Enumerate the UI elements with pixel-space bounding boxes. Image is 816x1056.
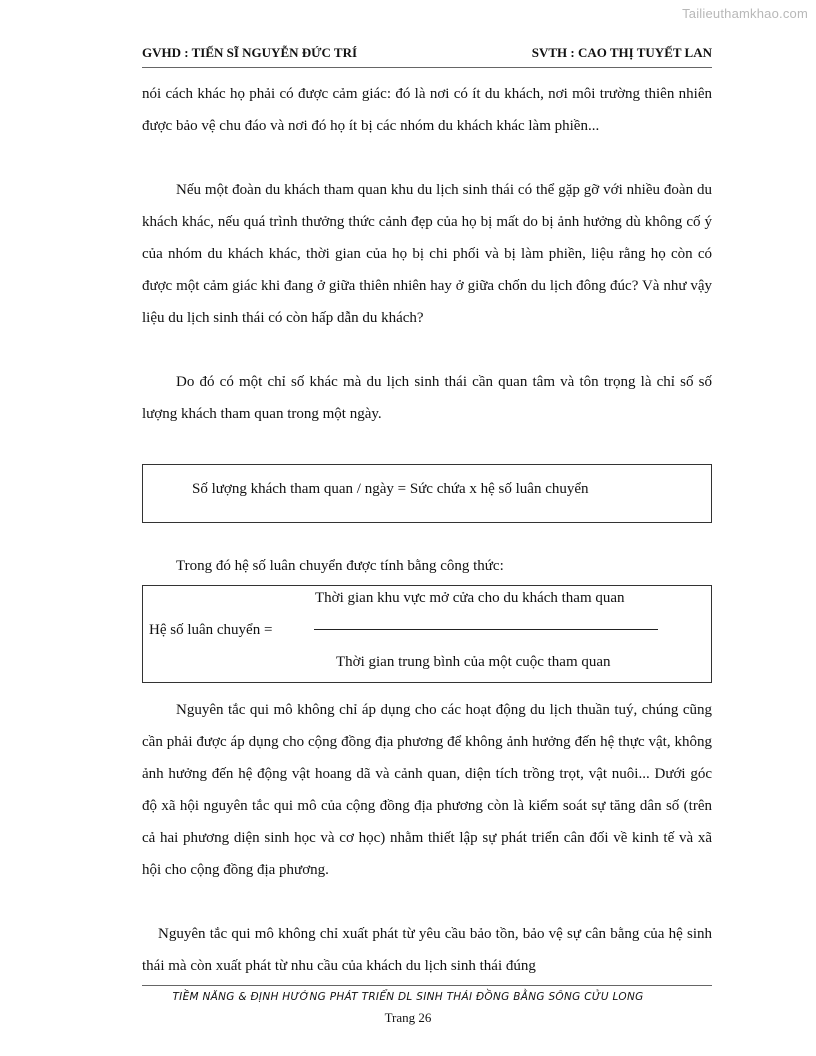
paragraph-2: Nếu một đoàn du khách tham quan khu du lịch sinh thái có thể gặp gỡ với nhiều đoàn du khách khác, nếu quá trình thưởng thức cảnh đẹp của họ bị mất do bị ảnh hưởng dù không cố ý của nhóm du khách khác, thời gian của họ bị chi phối và bị làm phiền, liệu rằng họ còn có được một cảm giác khi đang ở giữa thiên nhiên hay ở giữa chốn du lịch đông đúc? Và như vậy liệu du lịch sinh thái có còn hấp dẫn du khách? [142,182,712,326]
formula-denominator: Thời gian trung bình của một cuộc tham quan [336,654,611,670]
header-rule [142,67,712,68]
paragraph-5: Nguyên tắc qui mô không chỉ áp dụng cho các hoạt động du lịch thuần tuý, chúng cũng cần phải được áp dụng cho cộng đồng địa phương để không ảnh hưởng đến hệ thực vật, không ảnh hưởng đến hệ động vật hoang dã và cảnh quan, diện tích trồng trọt, vật nuôi... Dưới góc độ xã hội nguyên tắc qui mô của cộng đồng địa phương còn là kiểm soát sự tăng dân số (trên cả hai phương diện sinh học và cơ học) nhằm thiết lập sự phát triển cân đối về kinh tế và xã hội cho cộng đồng địa phương. [142,702,712,878]
footer-title: TIỀM NĂNG & ĐỊNH HƯỚNG PHÁT TRIỂN DL SINH THÁI ĐỒNG BẰNG SÔNG CỬU LONG [172,991,644,1003]
header-supervisor: GVHD : TIẾN SĨ NGUYỄN ĐỨC TRÍ [142,45,358,60]
formula-box-turnover [142,585,712,683]
footer-rule [142,985,712,986]
formula-numerator: Thời gian khu vực mở cửa cho du khách tham quan [315,590,625,606]
formula-visitors-per-day: Số lượng khách tham quan / ngày = Sức chứa x hệ số luân chuyển [192,481,589,497]
fraction-line [314,629,658,630]
paragraph-6: Nguyên tắc qui mô không chỉ xuất phát từ yêu cầu bảo tồn, bảo vệ sự cân bằng của hệ sinh thái mà còn xuất phát từ nhu cầu của khách du lịch sinh thái đúng [142,926,712,974]
formula-box-visitors [142,464,712,523]
page-number: Trang 26 [384,1010,432,1025]
watermark: Tailieuthamkhao.com [682,6,808,21]
paragraph-4: Trong đó hệ số luân chuyển được tính bằng công thức: [176,558,504,574]
header-student: SVTH : CAO THỊ TUYẾT LAN [531,45,712,60]
formula-turnover-lhs: Hệ số luân chuyển = [149,622,273,638]
paragraph-3: Do đó có một chỉ số khác mà du lịch sinh thái cần quan tâm và tôn trọng là chỉ số số lượng khách tham quan trong một ngày. [142,374,712,422]
paragraph-1: nói cách khác họ phải có được cảm giác: đó là nơi có ít du khách, nơi môi trường thiên nhiên được bảo vệ chu đáo và nơi đó họ ít bị các nhóm du khách khác làm phiền... [142,86,712,134]
